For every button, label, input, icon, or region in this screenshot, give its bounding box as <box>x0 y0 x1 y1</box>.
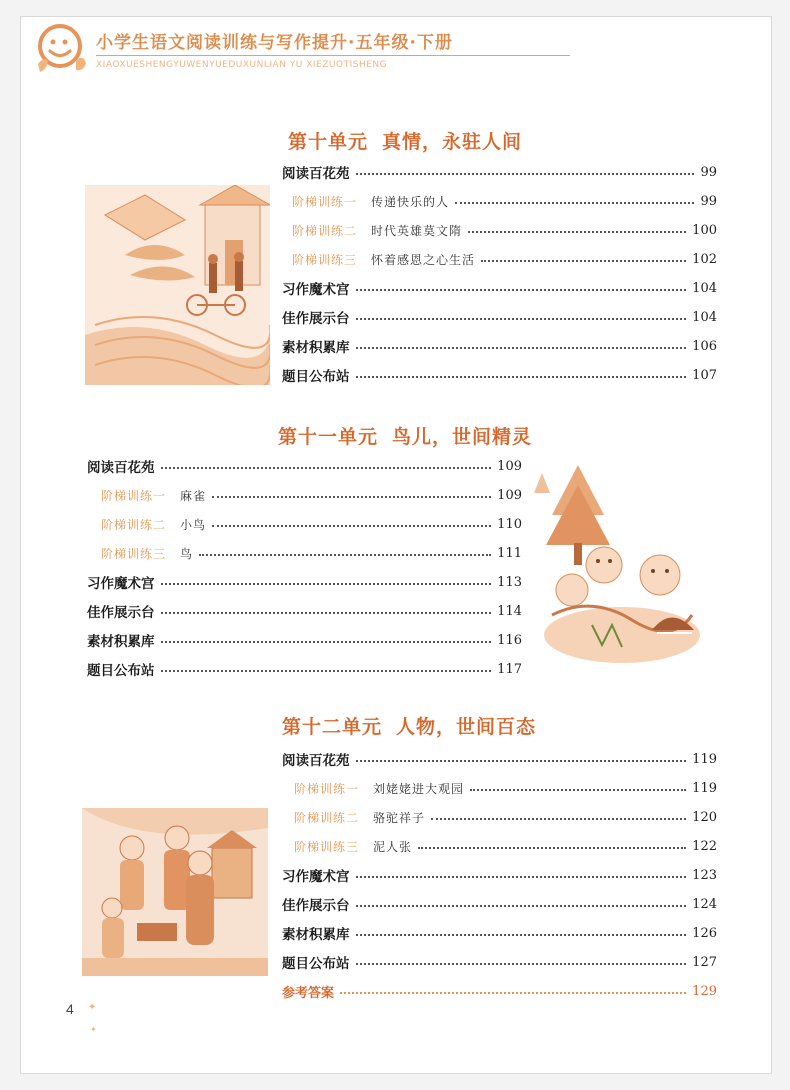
entry-label: 题目公布站 <box>282 956 350 972</box>
leader-dots <box>212 496 491 498</box>
leader-dots <box>356 289 687 291</box>
entry-label: 阅读百花苑 <box>282 166 350 182</box>
toc-entry[interactable] <box>282 162 717 182</box>
article-title: 刘姥姥进大观园 <box>373 781 465 796</box>
page-number: 100 <box>692 222 717 238</box>
training-level: 阶梯训练二 <box>292 223 358 238</box>
page-number: 124 <box>692 896 717 912</box>
book-title-pinyin: XIAOXUESHENGYUWENYUEDUXUNLIAN YU XIEZUOTISHENG <box>96 60 388 70</box>
page-number: 113 <box>497 574 522 590</box>
training-level: 阶梯训练一 <box>101 488 167 503</box>
leader-dots <box>340 992 686 994</box>
book-title: 小学生语文阅读训练与写作提升·五年级·下册 <box>96 33 453 53</box>
training-level: 阶梯训练三 <box>292 252 358 267</box>
toc-sub-entry[interactable] <box>292 220 717 240</box>
leader-dots <box>356 376 687 378</box>
article-title: 传递快乐的人 <box>371 194 450 209</box>
toc-sub-entry[interactable] <box>101 485 522 505</box>
entry-label: 参考答案 <box>282 985 335 1001</box>
entry-label: 阅读百花苑 <box>87 460 155 476</box>
leader-dots <box>356 934 687 936</box>
page-number: 127 <box>692 954 717 970</box>
unit-number: 第十二单元 <box>282 716 383 738</box>
toc-entry[interactable] <box>282 365 717 385</box>
page-number: 109 <box>497 458 522 474</box>
entry-label: 佳作展示台 <box>87 605 155 621</box>
toc-entry[interactable] <box>87 659 522 679</box>
crescent-moon-icon <box>30 992 100 1042</box>
toc-entry[interactable] <box>282 336 717 356</box>
page-number: 104 <box>692 280 717 296</box>
unit-theme: 鸟儿，世间精灵 <box>392 426 533 448</box>
toc-entry[interactable] <box>87 572 522 592</box>
toc-entry[interactable] <box>282 749 717 769</box>
leader-dots <box>470 789 686 791</box>
article-title: 骆驼祥子 <box>373 810 426 825</box>
leader-dots <box>212 525 491 527</box>
page-number: 117 <box>497 661 522 677</box>
unit-11-illustration <box>532 455 700 670</box>
page-number: 119 <box>692 751 717 767</box>
page-number: 116 <box>497 632 522 648</box>
article-title: 麻雀 <box>180 488 207 503</box>
smiley-logo-icon <box>32 20 92 80</box>
unit-number: 第十一单元 <box>278 426 379 448</box>
entry-label: 佳作展示台 <box>282 898 350 914</box>
leader-dots <box>161 583 492 585</box>
toc-sub-entry[interactable] <box>292 249 717 269</box>
unit-12-illustration <box>82 808 268 976</box>
leader-dots <box>356 347 687 349</box>
page-number: 99 <box>700 164 717 180</box>
toc-entry[interactable] <box>282 307 717 327</box>
page-number: 99 <box>700 193 717 209</box>
unit-12-title <box>282 712 536 739</box>
article-title: 鸟 <box>180 546 194 561</box>
leader-dots <box>356 876 687 878</box>
toc-entry[interactable] <box>87 601 522 621</box>
page-number: 107 <box>692 367 717 383</box>
training-level: 阶梯训练一 <box>294 781 360 796</box>
page-number: 104 <box>692 309 717 325</box>
entry-label: 题目公布站 <box>282 369 350 385</box>
toc-sub-entry[interactable] <box>101 514 522 534</box>
entry-label: 素材积累库 <box>87 634 155 650</box>
unit-number: 第十单元 <box>288 131 369 153</box>
toc-entry[interactable] <box>282 952 717 972</box>
leader-dots <box>455 202 694 204</box>
leader-dots <box>468 231 686 233</box>
entry-label: 习作魔术宫 <box>282 282 350 298</box>
entry-label: 素材积累库 <box>282 340 350 356</box>
leader-dots <box>161 467 492 469</box>
page-number: 123 <box>692 867 717 883</box>
page-number: 119 <box>692 780 717 796</box>
toc-answers-entry[interactable] <box>282 981 717 1001</box>
toc-sub-entry[interactable] <box>292 191 717 211</box>
toc-entry[interactable] <box>282 278 717 298</box>
leader-dots <box>418 847 686 849</box>
entry-label: 习作魔术宫 <box>87 576 155 592</box>
unit-11-title <box>278 422 532 449</box>
article-title: 小鸟 <box>180 517 207 532</box>
leader-dots <box>356 905 687 907</box>
article-title: 时代英雄莫文隋 <box>371 223 463 238</box>
training-level: 阶梯训练三 <box>294 839 360 854</box>
page-number-footer: 4 <box>66 1001 74 1017</box>
unit-10-illustration <box>85 185 270 385</box>
toc-sub-entry[interactable] <box>294 807 717 827</box>
page-number: 120 <box>692 809 717 825</box>
page-number: 122 <box>692 838 717 854</box>
page-number: 110 <box>497 516 522 532</box>
unit-10-title <box>288 127 522 154</box>
training-level: 阶梯训练二 <box>294 810 360 825</box>
entry-label: 习作魔术宫 <box>282 869 350 885</box>
article-title: 怀着感恩之心生活 <box>371 252 476 267</box>
unit-theme: 真情，永驻人间 <box>382 131 523 153</box>
page-number: 114 <box>497 603 522 619</box>
entry-label: 佳作展示台 <box>282 311 350 327</box>
entry-label: 阅读百花苑 <box>282 753 350 769</box>
header-rule <box>96 55 570 56</box>
leader-dots <box>356 173 695 175</box>
leader-dots <box>356 318 687 320</box>
page-number: 111 <box>497 545 522 561</box>
leader-dots <box>431 818 686 820</box>
svg-text:✦: ✦ <box>90 1025 97 1034</box>
toc-entry[interactable] <box>87 630 522 650</box>
leader-dots <box>161 612 492 614</box>
toc-entry[interactable] <box>282 923 717 943</box>
toc-entry[interactable] <box>282 865 717 885</box>
leader-dots <box>356 760 687 762</box>
toc-sub-entry[interactable] <box>294 836 717 856</box>
leader-dots <box>199 554 491 556</box>
toc-entry[interactable] <box>282 894 717 914</box>
training-level: 阶梯训练三 <box>101 546 167 561</box>
svg-text:✦: ✦ <box>88 1002 97 1013</box>
article-title: 泥人张 <box>373 839 413 854</box>
toc-sub-entry[interactable] <box>101 543 522 563</box>
toc-entry[interactable] <box>87 456 522 476</box>
page-number: 126 <box>692 925 717 941</box>
page-number: 106 <box>692 338 717 354</box>
page-number: 129 <box>692 983 717 999</box>
leader-dots <box>161 670 492 672</box>
toc-sub-entry[interactable] <box>294 778 717 798</box>
book-header <box>32 20 592 90</box>
leader-dots <box>161 641 492 643</box>
leader-dots <box>356 963 687 965</box>
entry-label: 题目公布站 <box>87 663 155 679</box>
unit-theme: 人物，世间百态 <box>396 716 537 738</box>
leader-dots <box>481 260 686 262</box>
page-number: 109 <box>497 487 522 503</box>
page-number: 102 <box>692 251 717 267</box>
training-level: 阶梯训练一 <box>292 194 358 209</box>
training-level: 阶梯训练二 <box>101 517 167 532</box>
entry-label: 素材积累库 <box>282 927 350 943</box>
